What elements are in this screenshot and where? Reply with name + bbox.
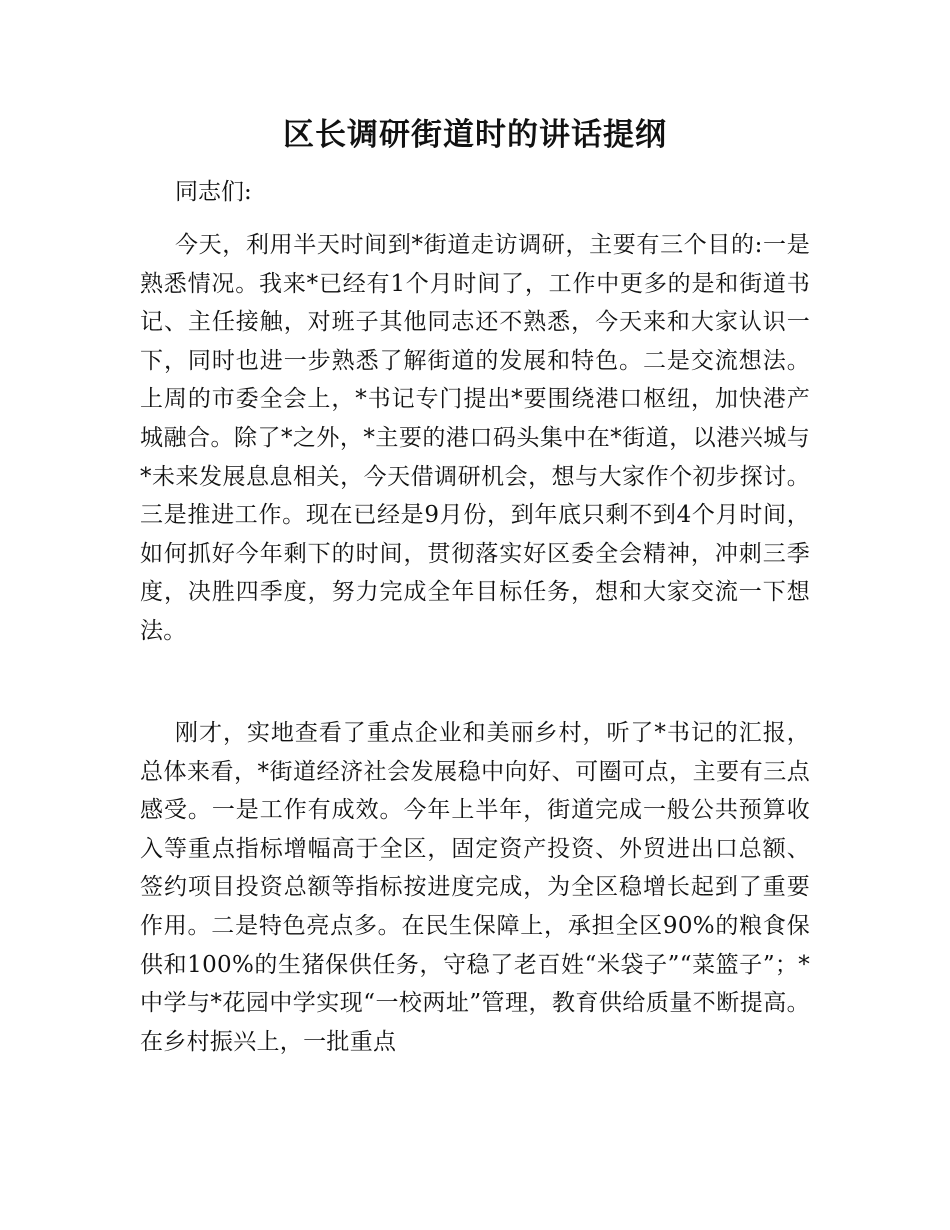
paragraph-2: 刚才，实地查看了重点企业和美丽乡村，听了*书记的汇报，总体来看，*街道经济社会发展稳中向好、可圈可点，主要有三点感受。一是工作有成效。今年上半年，街道完成一般公共预算收入等重点指标增幅高于全区，固定资产投资、外贸进出口总额、签约项目投资总额等指标按进度完成，为全区稳增长起到了重要作用。二是特色亮点多。在民生保障上，承担全区90%的粮食保供和100%的生猪保供任务，守稳了老百姓“米袋子”“菜篮子”；*中学与*花园中学实现“一校两址”管理，教育供给质量不断提高。在乡村振兴上，一批重点 [140, 720, 810, 1055]
salutation: 同志们: [175, 179, 252, 205]
document-title: 区长调研街道时的讲话提纲 [283, 117, 667, 153]
paragraph-1: 今天，利用半天时间到*街道走访调研，主要有三个目的:一是熟悉情况。我来*已经有1个月时间了，工作中更多的是和街道书记、主任接触，对班子其他同志还不熟悉，今天来和大家认识一下，同时也进一步熟悉了解街道的发展和特色。二是交流想法。上周的市委全会上，*书记专门提出*要围绕港口枢纽，加快港产城融合。除了*之外，*主要的港口码头集中在*街道，以港兴城与*未来发展息息相关，今天借调研机会，想与大家作个初步探讨。三是推进工作。现在已经是9月份，到年底只剩不到4个月时间，如何抓好今年剩下的时间，贯彻落实好区委全会精神，冲刺三季度，决胜四季度，努力完成全年目标任务，想和大家交流一下想法。 [140, 232, 810, 644]
